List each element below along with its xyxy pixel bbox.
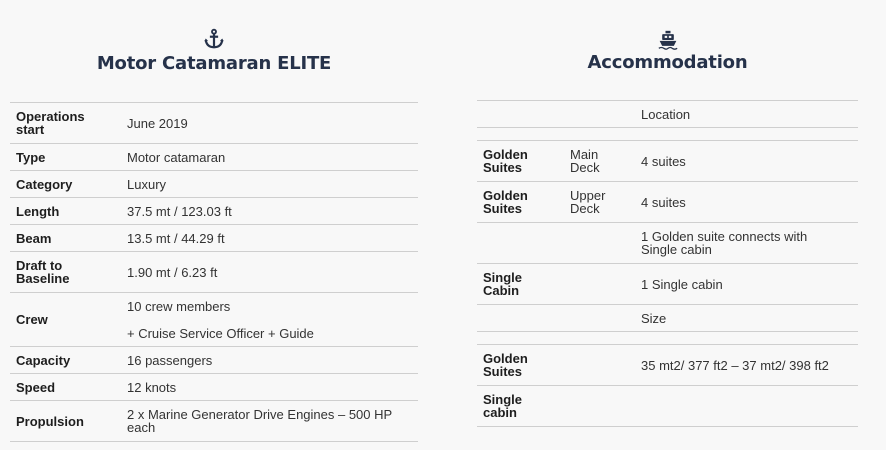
cabin-deck: Main Deck [564, 141, 635, 182]
cabin-value: 1 Single cabin [635, 264, 858, 305]
table-row [477, 386, 858, 427]
spec-value: 2 x Marine Generator Drive Engines – 500 HP each [121, 401, 418, 442]
spec-value: June 2019 [121, 103, 418, 144]
table-row [477, 182, 858, 223]
boat-specs-table [10, 102, 418, 442]
boat-specs-header [10, 28, 418, 74]
table-row [10, 198, 418, 225]
spec-value: 16 passengers [121, 347, 418, 374]
spec-label: Beam [10, 225, 121, 252]
cabin-deck [564, 345, 635, 386]
table-row [477, 345, 858, 386]
spec-value: 13.5 mt / 44.29 ft [121, 225, 418, 252]
cabin-value: 35 mt2/ 377 ft2 – 37 mt2/ 398 ft2 [635, 345, 858, 386]
cabin-type [477, 305, 564, 332]
spec-value: Luxury [121, 171, 418, 198]
spec-label: Propulsion [10, 401, 121, 442]
cabin-value: 4 suites [635, 182, 858, 223]
cabin-deck [564, 264, 635, 305]
cabin-deck [564, 305, 635, 332]
cabin-type: Single cabin [477, 386, 564, 427]
cabin-deck [564, 101, 635, 128]
table-row [10, 225, 418, 252]
spec-label: Draft to Baseline [10, 252, 121, 293]
cabin-deck [564, 223, 635, 264]
ship-icon [658, 30, 678, 50]
cabin-deck [564, 128, 635, 141]
accommodation-table [477, 100, 858, 427]
cabin-type: Single Cabin [477, 264, 564, 305]
boat-title: Motor Catamaran ELITE [96, 53, 332, 74]
spec-value-line-2: + Cruise Service Officer + Guide [127, 325, 314, 341]
table-row [477, 332, 858, 345]
spec-value: Motor catamaran [121, 144, 418, 171]
cabin-deck: Upper Deck [564, 182, 635, 223]
spec-label: Speed [10, 374, 121, 401]
cabin-type: Golden Suites [477, 345, 564, 386]
cabin-value: Location [635, 101, 858, 128]
spec-value [121, 293, 418, 347]
spec-label: Crew [10, 293, 121, 347]
anchor-icon [203, 28, 225, 50]
cabin-type: Golden Suites [477, 141, 564, 182]
cabin-type [477, 128, 564, 141]
table-row [477, 223, 858, 264]
spec-label: Length [10, 198, 121, 225]
cabin-deck [564, 332, 635, 345]
spec-label: Category [10, 171, 121, 198]
table-row [10, 103, 418, 144]
table-row [10, 374, 418, 401]
spec-label: Capacity [10, 347, 121, 374]
cabin-type: Golden Suites [477, 182, 564, 223]
accommodation-header [477, 30, 858, 73]
spec-value: 37.5 mt / 123.03 ft [121, 198, 418, 225]
spec-label: Operations start [10, 103, 121, 144]
cabin-value: 1 Golden suite connects with Single cabin [635, 223, 858, 264]
cabin-type [477, 101, 564, 128]
cabin-deck [564, 386, 635, 427]
cabin-value: 4 suites [635, 141, 858, 182]
table-row [10, 347, 418, 374]
table-row [477, 305, 858, 332]
cabin-value: Size [635, 305, 858, 332]
spec-value-line-1: 10 crew members [127, 298, 231, 314]
spec-value: 1.90 mt / 6.23 ft [121, 252, 418, 293]
cabin-value [635, 332, 858, 345]
table-row [477, 141, 858, 182]
cabin-type [477, 332, 564, 345]
table-row [10, 401, 418, 442]
table-row [10, 252, 418, 293]
spec-label: Type [10, 144, 121, 171]
spec-value: 12 knots [121, 374, 418, 401]
accommodation-title: Accommodation [587, 52, 748, 73]
table-row [10, 293, 418, 347]
cabin-value [635, 128, 858, 141]
table-row [477, 128, 858, 141]
table-row [477, 264, 858, 305]
table-row [10, 171, 418, 198]
cabin-value [635, 386, 858, 427]
table-row [477, 101, 858, 128]
cabin-type [477, 223, 564, 264]
table-row [10, 144, 418, 171]
